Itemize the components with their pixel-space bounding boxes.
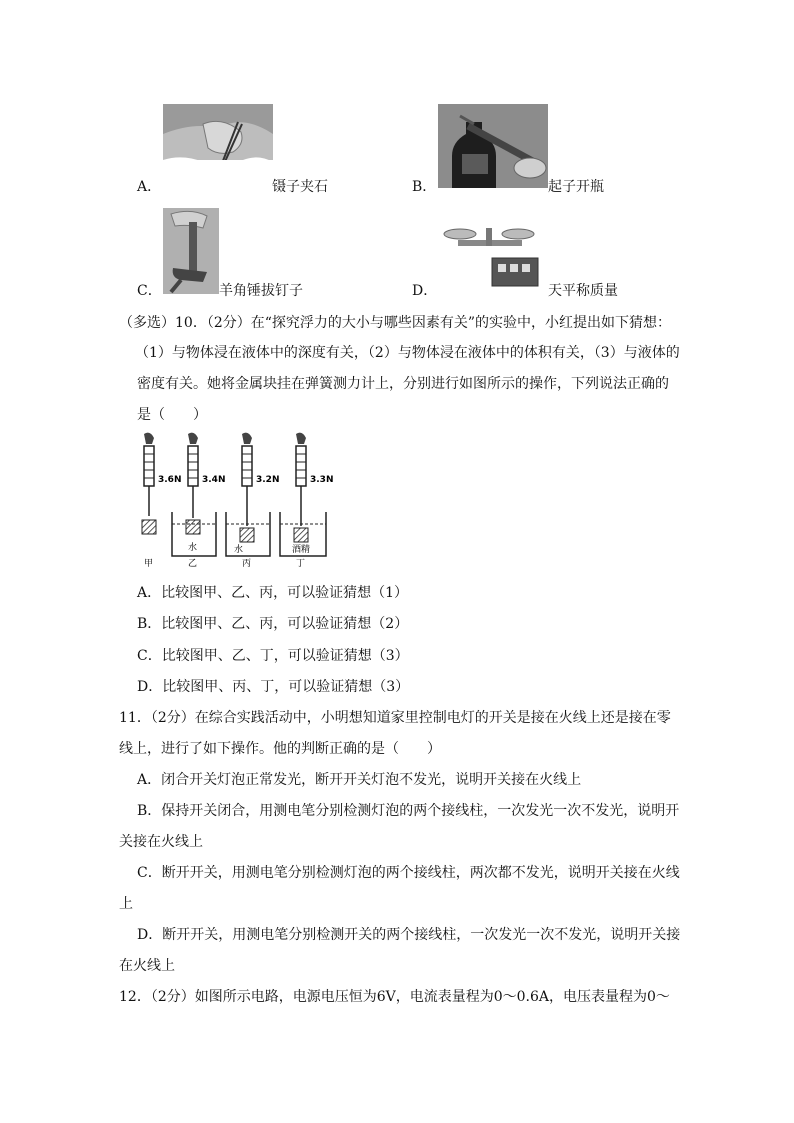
q11-stem-line-2: 线上，进行了如下操作。他的判断正确的是（ ） xyxy=(119,741,441,757)
label-ding: 丁 xyxy=(296,559,306,569)
q9-option-c-caption: 羊角锤拔钉子 xyxy=(219,283,303,299)
label-yi: 乙 xyxy=(188,559,198,569)
liquid-yi: 水 xyxy=(188,543,198,553)
q11-option-c-line-2: 上 xyxy=(119,896,133,912)
setup-yi xyxy=(172,433,216,556)
q9-option-d-caption: 天平称质量 xyxy=(548,283,618,299)
q10-option-d: D．比较图甲、丙、丁，可以验证猜想（3） xyxy=(137,679,410,695)
q10-stem-line-3: 密度有关。她将金属块挂在弹簧测力计上，分别进行如图所示的操作，下列说法正确的 xyxy=(137,376,669,392)
setup-ding xyxy=(280,433,326,556)
liquid-ding: 酒精 xyxy=(292,545,311,555)
q9-option-b-letter: B． xyxy=(412,179,437,195)
buoyancy-figure xyxy=(130,432,340,572)
label-jia: 甲 xyxy=(144,559,154,569)
q11-option-a: A．闭合开关灯泡正常发光，断开开关灯泡不发光，说明开关接在火线上 xyxy=(137,772,582,788)
balance-photo xyxy=(438,222,548,294)
reading-bing: 3.2N xyxy=(256,475,280,485)
q11-option-b-line-2: 关接在火线上 xyxy=(119,834,203,850)
q12-stem-line-1: 12．（2分）如图所示电路，电源电压恒为6V，电流表量程为0～0.6A，电压表量程为0～ xyxy=(119,989,670,1005)
q11-option-b-line-1: B．保持开关闭合，用测电笔分别检测灯泡的两个接线柱，一次发光一次不发光，说明开 xyxy=(137,803,680,819)
reading-jia: 3.6N xyxy=(158,475,182,485)
q11-stem-line-1: 11．（2分）在综合实践活动中，小明想知道家里控制电灯的开关是接在火线上还是接在零 xyxy=(119,710,671,726)
q10-stem-line-2: （1）与物体浸在液体中的深度有关，（2）与物体浸在液体中的体积有关，（3）与液体的 xyxy=(135,345,680,361)
q9-option-b-caption: 起子开瓶 xyxy=(548,179,604,195)
claw-hammer-photo xyxy=(163,208,219,294)
q9-option-d-letter: D． xyxy=(412,283,438,299)
label-bing: 丙 xyxy=(242,559,252,569)
tweezers-photo xyxy=(163,104,273,188)
q10-stem-line-4: 是（ ） xyxy=(137,407,207,423)
q10-option-a: A．比较图甲、乙、丙，可以验证猜想（1） xyxy=(137,585,409,601)
q10-option-c: C．比较图甲、乙、丁，可以验证猜想（3） xyxy=(137,648,409,664)
q11-option-d-line-2: 在火线上 xyxy=(119,958,175,974)
q11-option-c-line-1: C．断开开关，用测电笔分别检测灯泡的两个接线柱，两次都不发光，说明开关接在火线 xyxy=(137,865,680,881)
q9-option-a-letter: A． xyxy=(137,179,162,195)
liquid-bing: 水 xyxy=(234,545,244,555)
bottle-opener-photo xyxy=(438,104,548,188)
q9-option-c-letter: C． xyxy=(137,283,162,299)
q11-option-d-line-1: D．断开开关，用测电笔分别检测开关的两个接线柱，一次发光一次不发光，说明开关接 xyxy=(137,927,681,943)
q10-stem-line-1: （多选）10．（2分）在“探究浮力的大小与哪些因素有关”的实验中，小红提出如下猜想： xyxy=(119,315,672,331)
setup-bing xyxy=(226,433,270,556)
setup-jia xyxy=(142,433,156,534)
reading-ding: 3.3N xyxy=(310,475,334,485)
q10-option-b: B．比较图甲、乙、丙，可以验证猜想（2） xyxy=(137,616,409,632)
reading-yi: 3.4N xyxy=(202,475,226,485)
q9-option-a-caption: 镊子夹石 xyxy=(272,179,328,195)
